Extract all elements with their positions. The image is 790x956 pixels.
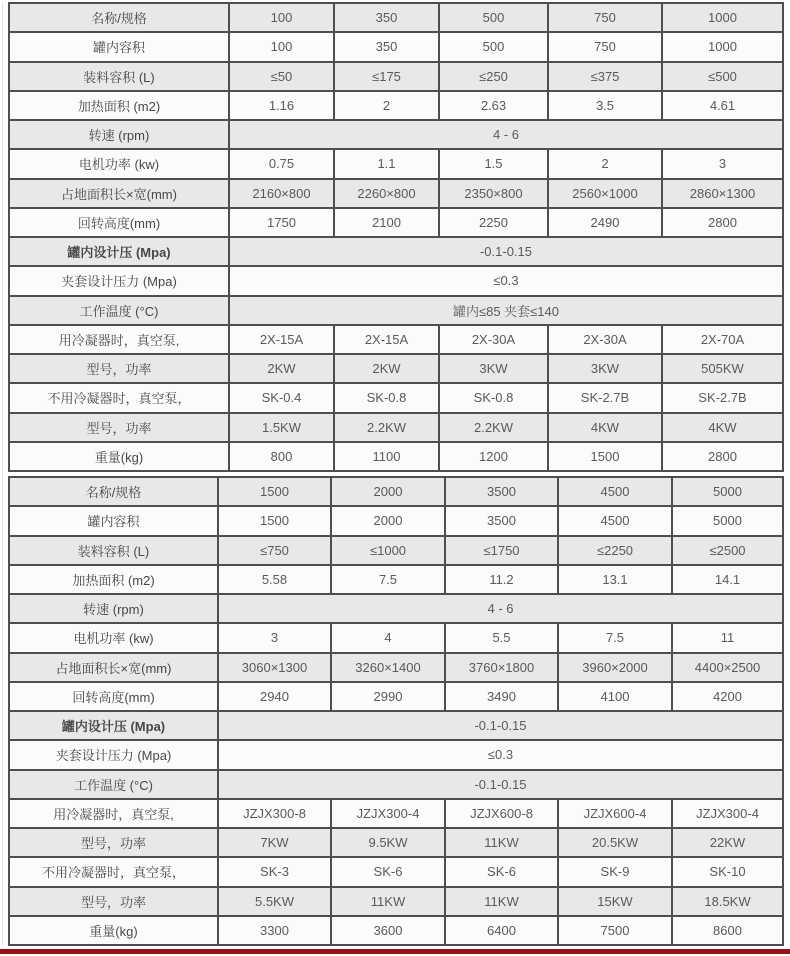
value-cell: ≤750 [218, 536, 331, 565]
value-cell: 3060×1300 [218, 653, 331, 682]
row-label: 回转高度(mm) [9, 682, 218, 711]
value-cell: 800 [229, 442, 334, 471]
value-cell: 11 [672, 623, 783, 652]
value-cell: SK-3 [218, 857, 331, 886]
value-cell: 2KW [334, 354, 439, 383]
row-label: 用冷凝器时，真空泵, [9, 325, 229, 354]
value-cell: 1500 [548, 442, 662, 471]
value-cell: 3 [662, 149, 783, 178]
value-cell: 2X-15A [229, 325, 334, 354]
table-row [9, 179, 783, 208]
value-cell: ≤1000 [331, 536, 445, 565]
value-cell: 2800 [662, 442, 783, 471]
table-row [9, 506, 783, 535]
row-label: 夹套设计压力 (Mpa) [9, 266, 229, 295]
row-label: 型号，功率 [9, 354, 229, 383]
row-label: 加热面积 (m2) [9, 565, 218, 594]
table-row [9, 623, 783, 652]
value-cell: SK-10 [672, 857, 783, 886]
value-cell: 505KW [662, 354, 783, 383]
value-cell: 11.2 [445, 565, 558, 594]
value-cell: 2860×1300 [662, 179, 783, 208]
value-cell: 11KW [331, 887, 445, 916]
value-cell: 750 [548, 3, 662, 32]
value-cell: 1.5 [439, 149, 548, 178]
table-row [9, 711, 783, 740]
row-label: 转速 (rpm) [9, 594, 218, 623]
value-cell: 2X-30A [548, 325, 662, 354]
value-cell: 2000 [331, 477, 445, 506]
merged-value-cell: ≤0.3 [218, 740, 783, 769]
value-cell: 750 [548, 32, 662, 61]
value-cell: 9.5KW [331, 828, 445, 857]
table-row [9, 3, 783, 32]
value-cell: 2X-70A [662, 325, 783, 354]
row-label: 罐内设计压 (Mpa) [9, 237, 229, 266]
value-cell: SK-0.8 [439, 383, 548, 412]
value-cell: 4200 [672, 682, 783, 711]
value-cell: 3500 [445, 506, 558, 535]
value-cell: 2940 [218, 682, 331, 711]
value-cell: 3600 [331, 916, 445, 945]
table-row [9, 149, 783, 178]
row-label: 工作温度 (°C) [9, 296, 229, 325]
row-label: 用冷凝器时，真空泵, [9, 799, 218, 828]
value-cell: 7KW [218, 828, 331, 857]
value-cell: 2560×1000 [548, 179, 662, 208]
value-cell: 4KW [662, 413, 783, 442]
row-label: 装料容积 (L) [9, 62, 229, 91]
value-cell: 5.5KW [218, 887, 331, 916]
table-row [9, 237, 783, 266]
table-row [9, 565, 783, 594]
value-cell: ≤2250 [558, 536, 672, 565]
value-cell: 100 [229, 3, 334, 32]
value-cell: JZJX300-8 [218, 799, 331, 828]
row-label: 电机功率 (kw) [9, 149, 229, 178]
table-row [9, 740, 783, 769]
value-cell: 1000 [662, 32, 783, 61]
value-cell: 5000 [672, 477, 783, 506]
value-cell: 1500 [218, 506, 331, 535]
spec-table-large-models [8, 476, 784, 946]
table-row [9, 682, 783, 711]
merged-value-cell: 4 - 6 [218, 594, 783, 623]
value-cell: 2.2KW [334, 413, 439, 442]
value-cell: 500 [439, 3, 548, 32]
table-row [9, 208, 783, 237]
row-label: 占地面积长×宽(mm) [9, 653, 218, 682]
value-cell: 2100 [334, 208, 439, 237]
value-cell: SK-2.7B [662, 383, 783, 412]
value-cell: 4500 [558, 477, 672, 506]
value-cell: 2990 [331, 682, 445, 711]
value-cell: 2490 [548, 208, 662, 237]
value-cell: 1200 [439, 442, 548, 471]
table-row [9, 536, 783, 565]
value-cell: 2X-15A [334, 325, 439, 354]
value-cell: 4 [331, 623, 445, 652]
value-cell: 13.1 [558, 565, 672, 594]
value-cell: JZJX600-8 [445, 799, 558, 828]
value-cell: 100 [229, 32, 334, 61]
value-cell: 2 [334, 91, 439, 120]
value-cell: 2KW [229, 354, 334, 383]
value-cell: 2 [548, 149, 662, 178]
table-row [9, 477, 783, 506]
value-cell: 11KW [445, 828, 558, 857]
table-row [9, 413, 783, 442]
table-row [9, 120, 783, 149]
row-label: 不用冷凝器时，真空泵， [9, 383, 229, 412]
value-cell: 2250 [439, 208, 548, 237]
row-label: 电机功率 (kw) [9, 623, 218, 652]
table-row [9, 62, 783, 91]
value-cell: 350 [334, 32, 439, 61]
value-cell: 350 [334, 3, 439, 32]
value-cell: SK-6 [445, 857, 558, 886]
value-cell: ≤250 [439, 62, 548, 91]
value-cell: 3KW [548, 354, 662, 383]
value-cell: 2X-30A [439, 325, 548, 354]
row-label: 转速 (rpm) [9, 120, 229, 149]
value-cell: 0.75 [229, 149, 334, 178]
row-label: 工作温度 (°C) [9, 770, 218, 799]
value-cell: 2.63 [439, 91, 548, 120]
table-row [9, 91, 783, 120]
spec-table-small-models [8, 2, 784, 472]
merged-value-cell: 4 - 6 [229, 120, 783, 149]
value-cell: 4500 [558, 506, 672, 535]
value-cell: SK-9 [558, 857, 672, 886]
value-cell: 2350×800 [439, 179, 548, 208]
value-cell: 1500 [218, 477, 331, 506]
row-label: 占地面积长×宽(mm) [9, 179, 229, 208]
row-label: 名称/规格 [9, 3, 229, 32]
value-cell: 2000 [331, 506, 445, 535]
merged-value-cell: -0.1-0.15 [218, 711, 783, 740]
merged-value-cell: -0.1-0.15 [218, 770, 783, 799]
row-label: 夹套设计压力 (Mpa) [9, 740, 218, 769]
value-cell: 7.5 [558, 623, 672, 652]
spec-table-large-models-body [9, 477, 783, 945]
page-left-edge-line [2, 2, 3, 946]
row-label: 型号，功率 [9, 828, 218, 857]
value-cell: JZJX600-4 [558, 799, 672, 828]
value-cell: 2.2KW [439, 413, 548, 442]
table-row [9, 857, 783, 886]
value-cell: 3 [218, 623, 331, 652]
row-label: 罐内设计压 (Mpa) [9, 711, 218, 740]
value-cell: 3260×1400 [331, 653, 445, 682]
row-label: 型号，功率 [9, 413, 229, 442]
value-cell: SK-0.4 [229, 383, 334, 412]
value-cell: 4.61 [662, 91, 783, 120]
row-label: 罐内容积 [9, 506, 218, 535]
row-label: 重量(kg) [9, 442, 229, 471]
merged-value-cell: ≤0.3 [229, 266, 783, 295]
value-cell: 11KW [445, 887, 558, 916]
row-label: 名称/规格 [9, 477, 218, 506]
value-cell: 1.16 [229, 91, 334, 120]
value-cell: 18.5KW [672, 887, 783, 916]
table-row [9, 266, 783, 295]
value-cell: 3760×1800 [445, 653, 558, 682]
value-cell: 5000 [672, 506, 783, 535]
value-cell: 2260×800 [334, 179, 439, 208]
value-cell: 3500 [445, 477, 558, 506]
value-cell: 1000 [662, 3, 783, 32]
value-cell: 3490 [445, 682, 558, 711]
table-row [9, 296, 783, 325]
table-row [9, 916, 783, 945]
value-cell: 1.5KW [229, 413, 334, 442]
value-cell: 14.1 [672, 565, 783, 594]
table-row [9, 887, 783, 916]
value-cell: 500 [439, 32, 548, 61]
value-cell: 3960×2000 [558, 653, 672, 682]
value-cell: 5.5 [445, 623, 558, 652]
table-row [9, 594, 783, 623]
value-cell: ≤500 [662, 62, 783, 91]
value-cell: 5.58 [218, 565, 331, 594]
value-cell: ≤50 [229, 62, 334, 91]
table-row [9, 442, 783, 471]
value-cell: 6400 [445, 916, 558, 945]
table-row [9, 799, 783, 828]
table-row [9, 653, 783, 682]
row-label: 重量(kg) [9, 916, 218, 945]
value-cell: JZJX300-4 [672, 799, 783, 828]
merged-value-cell: 罐内≤85 夹套≤140 [229, 296, 783, 325]
value-cell: 1100 [334, 442, 439, 471]
value-cell: JZJX300-4 [331, 799, 445, 828]
table-row [9, 325, 783, 354]
value-cell: 22KW [672, 828, 783, 857]
row-label: 罐内容积 [9, 32, 229, 61]
value-cell: 3.5 [548, 91, 662, 120]
value-cell: 2800 [662, 208, 783, 237]
value-cell: SK-6 [331, 857, 445, 886]
merged-value-cell: -0.1-0.15 [229, 237, 783, 266]
table-row [9, 32, 783, 61]
row-label: 回转高度(mm) [9, 208, 229, 237]
value-cell: 7.5 [331, 565, 445, 594]
value-cell: ≤375 [548, 62, 662, 91]
value-cell: ≤1750 [445, 536, 558, 565]
value-cell: SK-0.8 [334, 383, 439, 412]
value-cell: 15KW [558, 887, 672, 916]
value-cell: SK-2.7B [548, 383, 662, 412]
value-cell: 7500 [558, 916, 672, 945]
value-cell: 3KW [439, 354, 548, 383]
table-row [9, 383, 783, 412]
value-cell: 4100 [558, 682, 672, 711]
value-cell: 4400×2500 [672, 653, 783, 682]
value-cell: 2160×800 [229, 179, 334, 208]
row-label: 不用冷凝器时，真空泵， [9, 857, 218, 886]
row-label: 型号，功率 [9, 887, 218, 916]
row-label: 加热面积 (m2) [9, 91, 229, 120]
value-cell: 8600 [672, 916, 783, 945]
value-cell: 20.5KW [558, 828, 672, 857]
table-row [9, 770, 783, 799]
row-label: 装料容积 (L) [9, 536, 218, 565]
table-row [9, 354, 783, 383]
value-cell: 4KW [548, 413, 662, 442]
value-cell: 3300 [218, 916, 331, 945]
value-cell: ≤2500 [672, 536, 783, 565]
value-cell: 1750 [229, 208, 334, 237]
value-cell: ≤175 [334, 62, 439, 91]
table-row [9, 828, 783, 857]
spec-table-small-models-body [9, 3, 783, 471]
value-cell: 1.1 [334, 149, 439, 178]
bottom-accent-bar [0, 949, 790, 954]
